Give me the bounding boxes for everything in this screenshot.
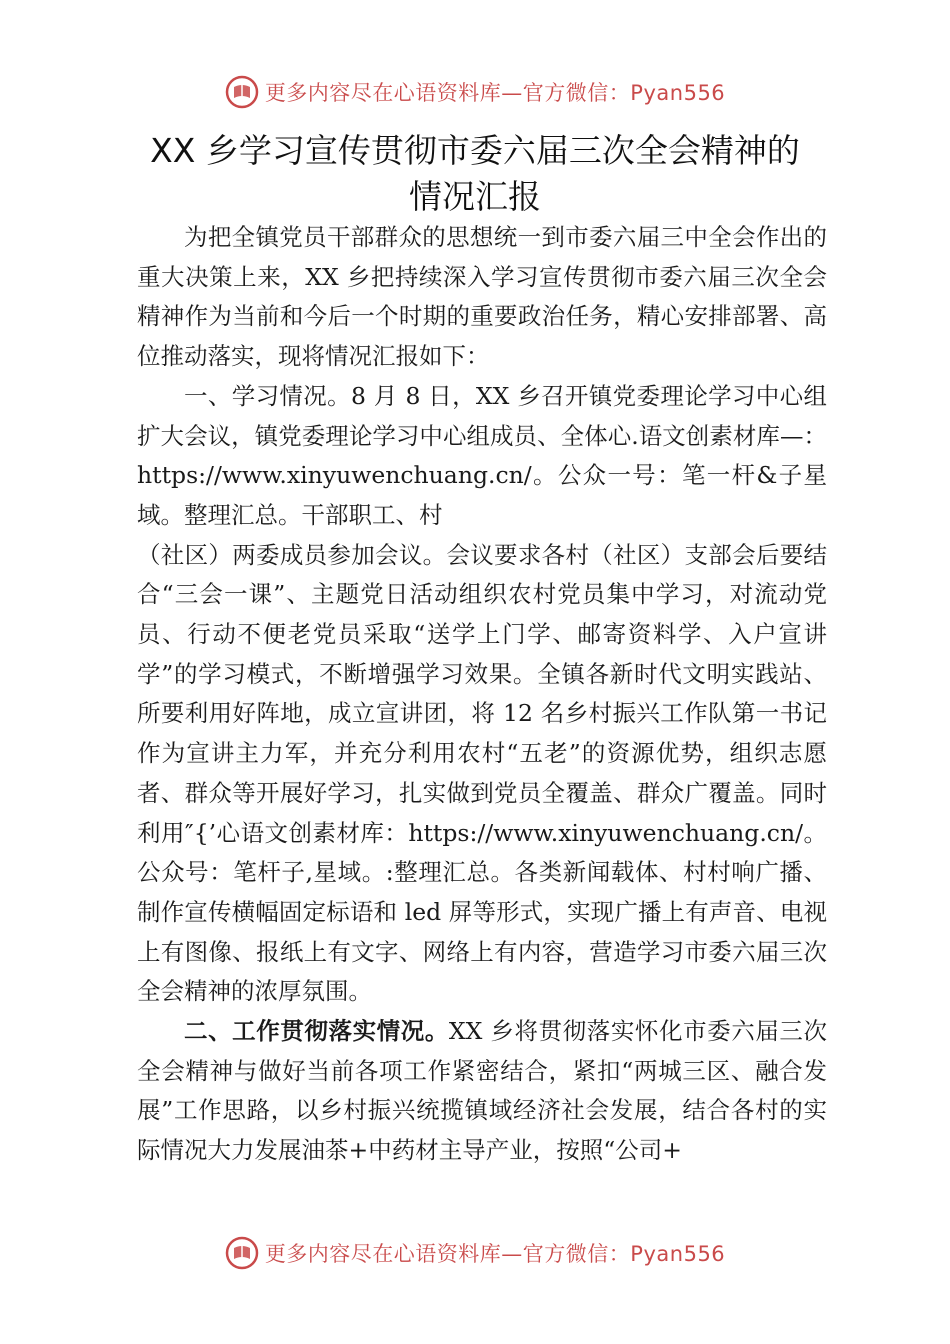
section-heading: 二、工作贯彻落实情况。 [184,1017,449,1046]
watermark-text: 更多内容尽在心语资料库—官方微信：Pyan556 [264,81,726,105]
section-body: XX 乡将贯彻落实怀化市委六届三次全会精神与做好当前各项工作紧密结合，紧扣“两城三区、融合发展”工作思路，以乡村振兴统揽镇域经济社会发展，结合各村的实际情况大力发展油茶+中药材主导产业，按照“公司+ [137,1017,828,1165]
document-title-line2: 情况汇报 [409,177,541,216]
document-title-line1: XX 乡学习宣传贯彻市委六届三次全会精神的 [150,131,800,170]
paragraph-study-continued: （社区）两委成员参加会议。会议要求各村（社区）支部会后要结合“三会一课”、主题党日活动组织农村党员集中学习，对流动党员、行动不便老党员采取“送学上门学、邮寄资料学、入户宣讲学”的学习模式，不断增强学习效果。全镇各新时代文明实践站、所要利用好阵地，成立宣讲团，将 12 名乡村振兴工作队第一书记作为宣讲主力军，并充分利用农村“五老”的资源优势，组织志愿者、群众等开展好学习，扎实做到党员全覆盖、群众广覆盖。同时利用″{’心语文创素材库：https://www.xinyuwenchuang.cn/。公众号：笔杆子,星域。:整理汇总。各类新闻载体、村村响广播、制作宣传横幅固定标语和 led 屏等形式，实现广播上有声音、电视上有图像、报纸上有文字、网络上有内容，营造学习市委六届三次全会精神的浓厚氛围。 [137,540,827,1006]
paragraph-implementation [137,1012,827,1171]
watermark-header [0,67,950,117]
paragraph-study: 一、学习情况。8 月 8 日，XX 乡召开镇党委理论学习中心组扩大会议，镇党委理论学习中心组成员、全体心.语文创素材库—：https://www.xinyuwenchuang.cn/。公众一号：笔一杆&子星域。整理汇总。干部职工、村 [137,381,827,529]
watermark-text: 更多内容尽在心语资料库—官方微信：Pyan556 [264,1242,726,1266]
document-body [137,218,827,1171]
paragraph-intro: 为把全镇党员干部群众的思想统一到市委六届三中全会作出的重大决策上来，XX 乡把持续深入学习宣传贯彻市委六届三次全会精神作为当前和今后一个时期的重要政治任务，精心安排部署、高位推动落实，现将情况汇报如下： [137,223,827,371]
book-logo-icon [225,75,259,109]
watermark-footer [0,1228,950,1278]
book-logo-icon [225,1236,259,1270]
